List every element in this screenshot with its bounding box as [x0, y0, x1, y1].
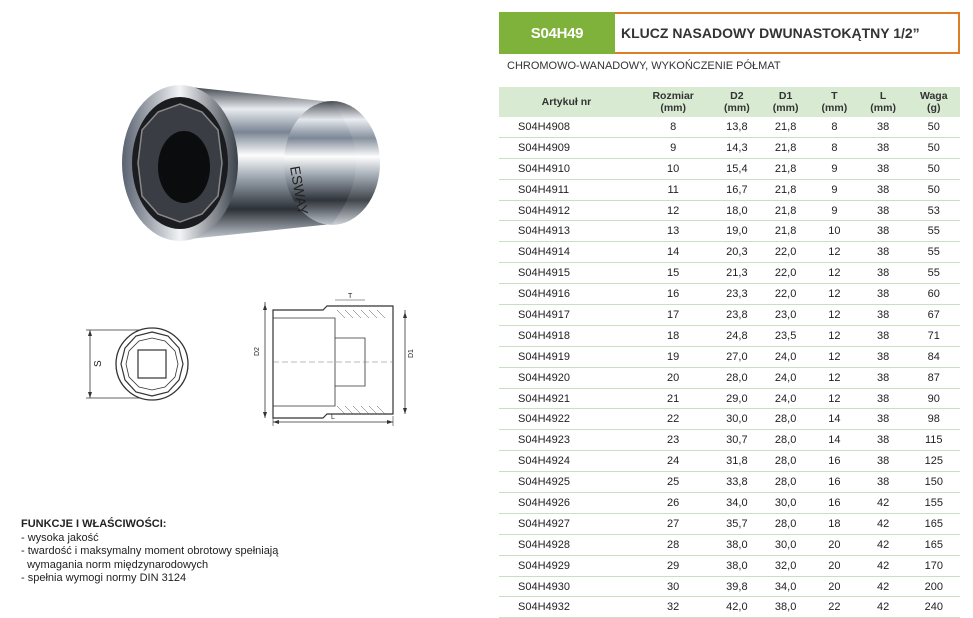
column-header [908, 87, 960, 117]
table-cell: 22,0 [761, 284, 810, 305]
table-cell: 14 [810, 409, 859, 430]
table-cell: 21,8 [761, 221, 810, 242]
table-cell: 9 [810, 179, 859, 200]
table-cell: 90 [908, 388, 960, 409]
table-cell: 12 [810, 346, 859, 367]
table-cell: 55 [908, 263, 960, 284]
table-cell: 12 [634, 200, 713, 221]
table-cell: 9 [634, 137, 713, 158]
table-cell: 38 [859, 221, 908, 242]
table-cell: 23,5 [761, 325, 810, 346]
table-cell: 19 [634, 346, 713, 367]
table-cell: S04H4909 [499, 137, 634, 158]
column-header-label: L [879, 90, 887, 102]
table-cell: 42 [859, 513, 908, 534]
table-cell: S04H4918 [499, 325, 634, 346]
table-cell: 38 [859, 388, 908, 409]
table-cell: 55 [908, 242, 960, 263]
table-cell: 22,0 [761, 242, 810, 263]
table-cell: 20,3 [713, 242, 762, 263]
table-row [499, 179, 960, 200]
table-cell: 98 [908, 409, 960, 430]
table-row [499, 534, 960, 555]
table-cell: 18 [810, 513, 859, 534]
table-row [499, 305, 960, 326]
feature-item: - wysoka jakość [21, 531, 99, 544]
table-cell: 28,0 [761, 430, 810, 451]
table-cell: 28,0 [761, 409, 810, 430]
table-cell: 165 [908, 513, 960, 534]
dim-l-label: L [331, 414, 335, 421]
table-cell: 16 [634, 284, 713, 305]
table-cell: S04H4917 [499, 305, 634, 326]
table-row [499, 597, 960, 618]
side-view-drawing [245, 293, 420, 428]
table-cell: 240 [908, 597, 960, 618]
table-cell: 17 [634, 305, 713, 326]
table-cell: 38 [859, 367, 908, 388]
table-cell: 20 [634, 367, 713, 388]
table-cell: 24 [634, 451, 713, 472]
table-cell: 35,7 [713, 513, 762, 534]
table-cell: 42,0 [713, 597, 762, 618]
table-cell: 26 [634, 493, 713, 514]
table-cell: 38,0 [713, 555, 762, 576]
table-row [499, 200, 960, 221]
table-cell: 50 [908, 137, 960, 158]
table-cell: 115 [908, 430, 960, 451]
table-cell: 12 [810, 325, 859, 346]
features-section [21, 518, 278, 586]
table-cell: 16 [810, 493, 859, 514]
svg-text:ESWAY: ESWAY [287, 164, 312, 216]
table-cell: 32,0 [761, 555, 810, 576]
table-cell: 23,3 [713, 284, 762, 305]
table-cell: 50 [908, 158, 960, 179]
table-cell: 21,8 [761, 117, 810, 137]
table-cell: 14 [634, 242, 713, 263]
table-cell: 23,8 [713, 305, 762, 326]
table-cell: S04H4915 [499, 263, 634, 284]
table-cell: 38 [859, 284, 908, 305]
table-cell: 53 [908, 200, 960, 221]
table-cell: 8 [810, 117, 859, 137]
table-cell: 28,0 [713, 367, 762, 388]
table-cell: 165 [908, 534, 960, 555]
column-header-label: Rozmiar [652, 90, 694, 102]
feature-item: - twardość i maksymalny moment obrotowy spełniają [21, 545, 279, 557]
table-cell: 38 [859, 409, 908, 430]
table-cell: 27,0 [713, 346, 762, 367]
column-header [761, 87, 810, 117]
table-row [499, 221, 960, 242]
table-cell: 170 [908, 555, 960, 576]
table-header-row [499, 87, 960, 117]
table-cell: 30,0 [761, 534, 810, 555]
table-cell: S04H4912 [499, 200, 634, 221]
feature-item: wymagania norm międzynarodowych [21, 558, 209, 571]
table-cell: S04H4910 [499, 158, 634, 179]
column-header-unit: (mm) [660, 102, 686, 114]
table-row [499, 117, 960, 137]
table-cell: 13 [634, 221, 713, 242]
table-cell: 71 [908, 325, 960, 346]
table-cell: 38 [859, 325, 908, 346]
table-row [499, 513, 960, 534]
front-view-drawing [82, 322, 207, 412]
table-cell: 42 [859, 576, 908, 597]
column-header [634, 87, 713, 117]
table-cell: 28,0 [761, 513, 810, 534]
table-cell: 9 [810, 200, 859, 221]
table-cell: 21,8 [761, 137, 810, 158]
product-title: KLUCZ NASADOWY DWUNASTOKĄTNY 1/2” [615, 12, 960, 54]
dim-d2-label: D2 [254, 347, 261, 356]
column-header-label: Waga [919, 90, 948, 102]
table-cell: 22 [810, 597, 859, 618]
column-header-unit: (mm) [772, 102, 799, 114]
table-cell: 21,8 [761, 200, 810, 221]
dim-t-label: T [348, 293, 353, 300]
table-cell: 13,8 [713, 117, 762, 137]
table-cell: 38,0 [761, 597, 810, 618]
table-cell: 28,0 [761, 451, 810, 472]
table-cell: 12 [810, 305, 859, 326]
column-header-unit: (mm) [821, 102, 848, 114]
table-cell: 30,0 [761, 493, 810, 514]
table-cell: S04H4913 [499, 221, 634, 242]
table-cell: 38 [859, 158, 908, 179]
table-cell: 150 [908, 472, 960, 493]
table-cell: 29,0 [713, 388, 762, 409]
column-header [859, 87, 908, 117]
table-cell: 67 [908, 305, 960, 326]
product-subtitle: CHROMOWO-WANADOWY, WYKOŃCZENIE PÓŁMAT [507, 60, 781, 72]
column-header [810, 87, 859, 117]
table-cell: 19,0 [713, 221, 762, 242]
table-cell: S04H4930 [499, 576, 634, 597]
table-cell: 15,4 [713, 158, 762, 179]
column-header-label: Artykuł nr [541, 96, 592, 108]
table-cell: 38 [859, 451, 908, 472]
features-heading: FUNKCJE I WŁAŚCIWOŚCI: [21, 518, 167, 530]
table-cell: 21 [634, 388, 713, 409]
table-cell: 50 [908, 117, 960, 137]
table-cell: S04H4925 [499, 472, 634, 493]
table-cell: 8 [810, 137, 859, 158]
table-cell: 23 [634, 430, 713, 451]
table-cell: 16 [810, 472, 859, 493]
table-cell: 38 [859, 179, 908, 200]
table-cell: 22,0 [761, 263, 810, 284]
column-header-label: T [831, 90, 838, 102]
product-code: S04H49 [499, 12, 615, 54]
table-row [499, 367, 960, 388]
table-row [499, 493, 960, 514]
table-row [499, 451, 960, 472]
table-cell: 16 [810, 451, 859, 472]
table-cell: 32 [634, 597, 713, 618]
table-cell: S04H4926 [499, 493, 634, 514]
table-cell: S04H4932 [499, 597, 634, 618]
table-cell: 25 [634, 472, 713, 493]
table-row [499, 409, 960, 430]
table-cell: 30 [634, 576, 713, 597]
table-cell: 20 [810, 576, 859, 597]
table-cell: 15 [634, 263, 713, 284]
table-cell: 38,0 [713, 534, 762, 555]
table-body [499, 117, 960, 618]
table-cell: 12 [810, 242, 859, 263]
table-cell: 28,0 [761, 472, 810, 493]
table-cell: 125 [908, 451, 960, 472]
table-cell: 30,7 [713, 430, 762, 451]
table-cell: 10 [634, 158, 713, 179]
table-cell: S04H4914 [499, 242, 634, 263]
product-header [499, 12, 960, 54]
table-cell: 38 [859, 305, 908, 326]
table-cell: 10 [810, 221, 859, 242]
table-cell: S04H4920 [499, 367, 634, 388]
table-cell: 30,0 [713, 409, 762, 430]
column-header-unit: (g) [927, 102, 941, 114]
table-cell: 38 [859, 137, 908, 158]
table-cell: 42 [859, 597, 908, 618]
table-cell: 42 [859, 534, 908, 555]
table-row [499, 472, 960, 493]
table-cell: 38 [859, 472, 908, 493]
table-cell: 8 [634, 117, 713, 137]
socket-photo [110, 72, 390, 252]
table-cell: 24,0 [761, 388, 810, 409]
table-row [499, 430, 960, 451]
table-cell: 21,3 [713, 263, 762, 284]
table-cell: S04H4927 [499, 513, 634, 534]
column-header-label: D2 [730, 90, 744, 102]
table-cell: 24,0 [761, 346, 810, 367]
table-cell: 27 [634, 513, 713, 534]
table-cell: 29 [634, 555, 713, 576]
table-cell: 50 [908, 179, 960, 200]
column-header-label: D1 [778, 90, 793, 102]
table-cell: 38 [859, 346, 908, 367]
table-cell: 38 [859, 117, 908, 137]
table-cell: S04H4923 [499, 430, 634, 451]
table-cell: 155 [908, 493, 960, 514]
table-cell: 28 [634, 534, 713, 555]
table-cell: 12 [810, 284, 859, 305]
table-cell: S04H4916 [499, 284, 634, 305]
table-row [499, 263, 960, 284]
table-cell: 34,0 [713, 493, 762, 514]
table-cell: S04H4911 [499, 179, 634, 200]
table-row [499, 242, 960, 263]
table-row [499, 576, 960, 597]
table-cell: 38 [859, 200, 908, 221]
dim-s-label: S [93, 360, 104, 367]
table-cell: 16,7 [713, 179, 762, 200]
column-header-unit: (mm) [870, 102, 896, 114]
table-cell: 21,8 [761, 158, 810, 179]
table-row [499, 388, 960, 409]
table-cell: 12 [810, 263, 859, 284]
table-cell: 55 [908, 221, 960, 242]
table-cell: S04H4928 [499, 534, 634, 555]
column-header [499, 87, 634, 117]
table-cell: 20 [810, 555, 859, 576]
table-row [499, 555, 960, 576]
table-cell: 11 [634, 179, 713, 200]
table-cell: 84 [908, 346, 960, 367]
table-cell: 20 [810, 534, 859, 555]
table-cell: S04H4919 [499, 346, 634, 367]
table-cell: 87 [908, 367, 960, 388]
table-cell: 18 [634, 325, 713, 346]
table-cell: 39,8 [713, 576, 762, 597]
table-cell: S04H4924 [499, 451, 634, 472]
column-header [713, 87, 762, 117]
table-cell: 23,0 [761, 305, 810, 326]
table-cell: 12 [810, 367, 859, 388]
table-cell: 24,0 [761, 367, 810, 388]
table-cell: 60 [908, 284, 960, 305]
spec-table [499, 87, 960, 618]
table-cell: S04H4929 [499, 555, 634, 576]
table-cell: 42 [859, 493, 908, 514]
table-cell: 31,8 [713, 451, 762, 472]
table-cell: 38 [859, 263, 908, 284]
table-row [499, 346, 960, 367]
table-cell: 38 [859, 242, 908, 263]
table-cell: 18,0 [713, 200, 762, 221]
table-row [499, 284, 960, 305]
table-cell: 14,3 [713, 137, 762, 158]
table-cell: 200 [908, 576, 960, 597]
table-cell: 22 [634, 409, 713, 430]
table-cell: 14 [810, 430, 859, 451]
feature-item: - spełnia wymogi normy DIN 3124 [21, 572, 187, 584]
table-cell: 34,0 [761, 576, 810, 597]
table-cell: 42 [859, 555, 908, 576]
table-row [499, 158, 960, 179]
table-row [499, 325, 960, 346]
table-row [499, 137, 960, 158]
table-cell: 24,8 [713, 325, 762, 346]
table-cell: S04H4921 [499, 388, 634, 409]
table-cell: 33,8 [713, 472, 762, 493]
table-cell: 9 [810, 158, 859, 179]
table-cell: 12 [810, 388, 859, 409]
table-cell: S04H4922 [499, 409, 634, 430]
dim-d1-label: D1 [408, 349, 415, 358]
table-cell: S04H4908 [499, 117, 634, 137]
column-header-unit: (mm) [724, 102, 750, 114]
features-list [21, 532, 278, 586]
table-cell: 38 [859, 430, 908, 451]
table-cell: 21,8 [761, 179, 810, 200]
